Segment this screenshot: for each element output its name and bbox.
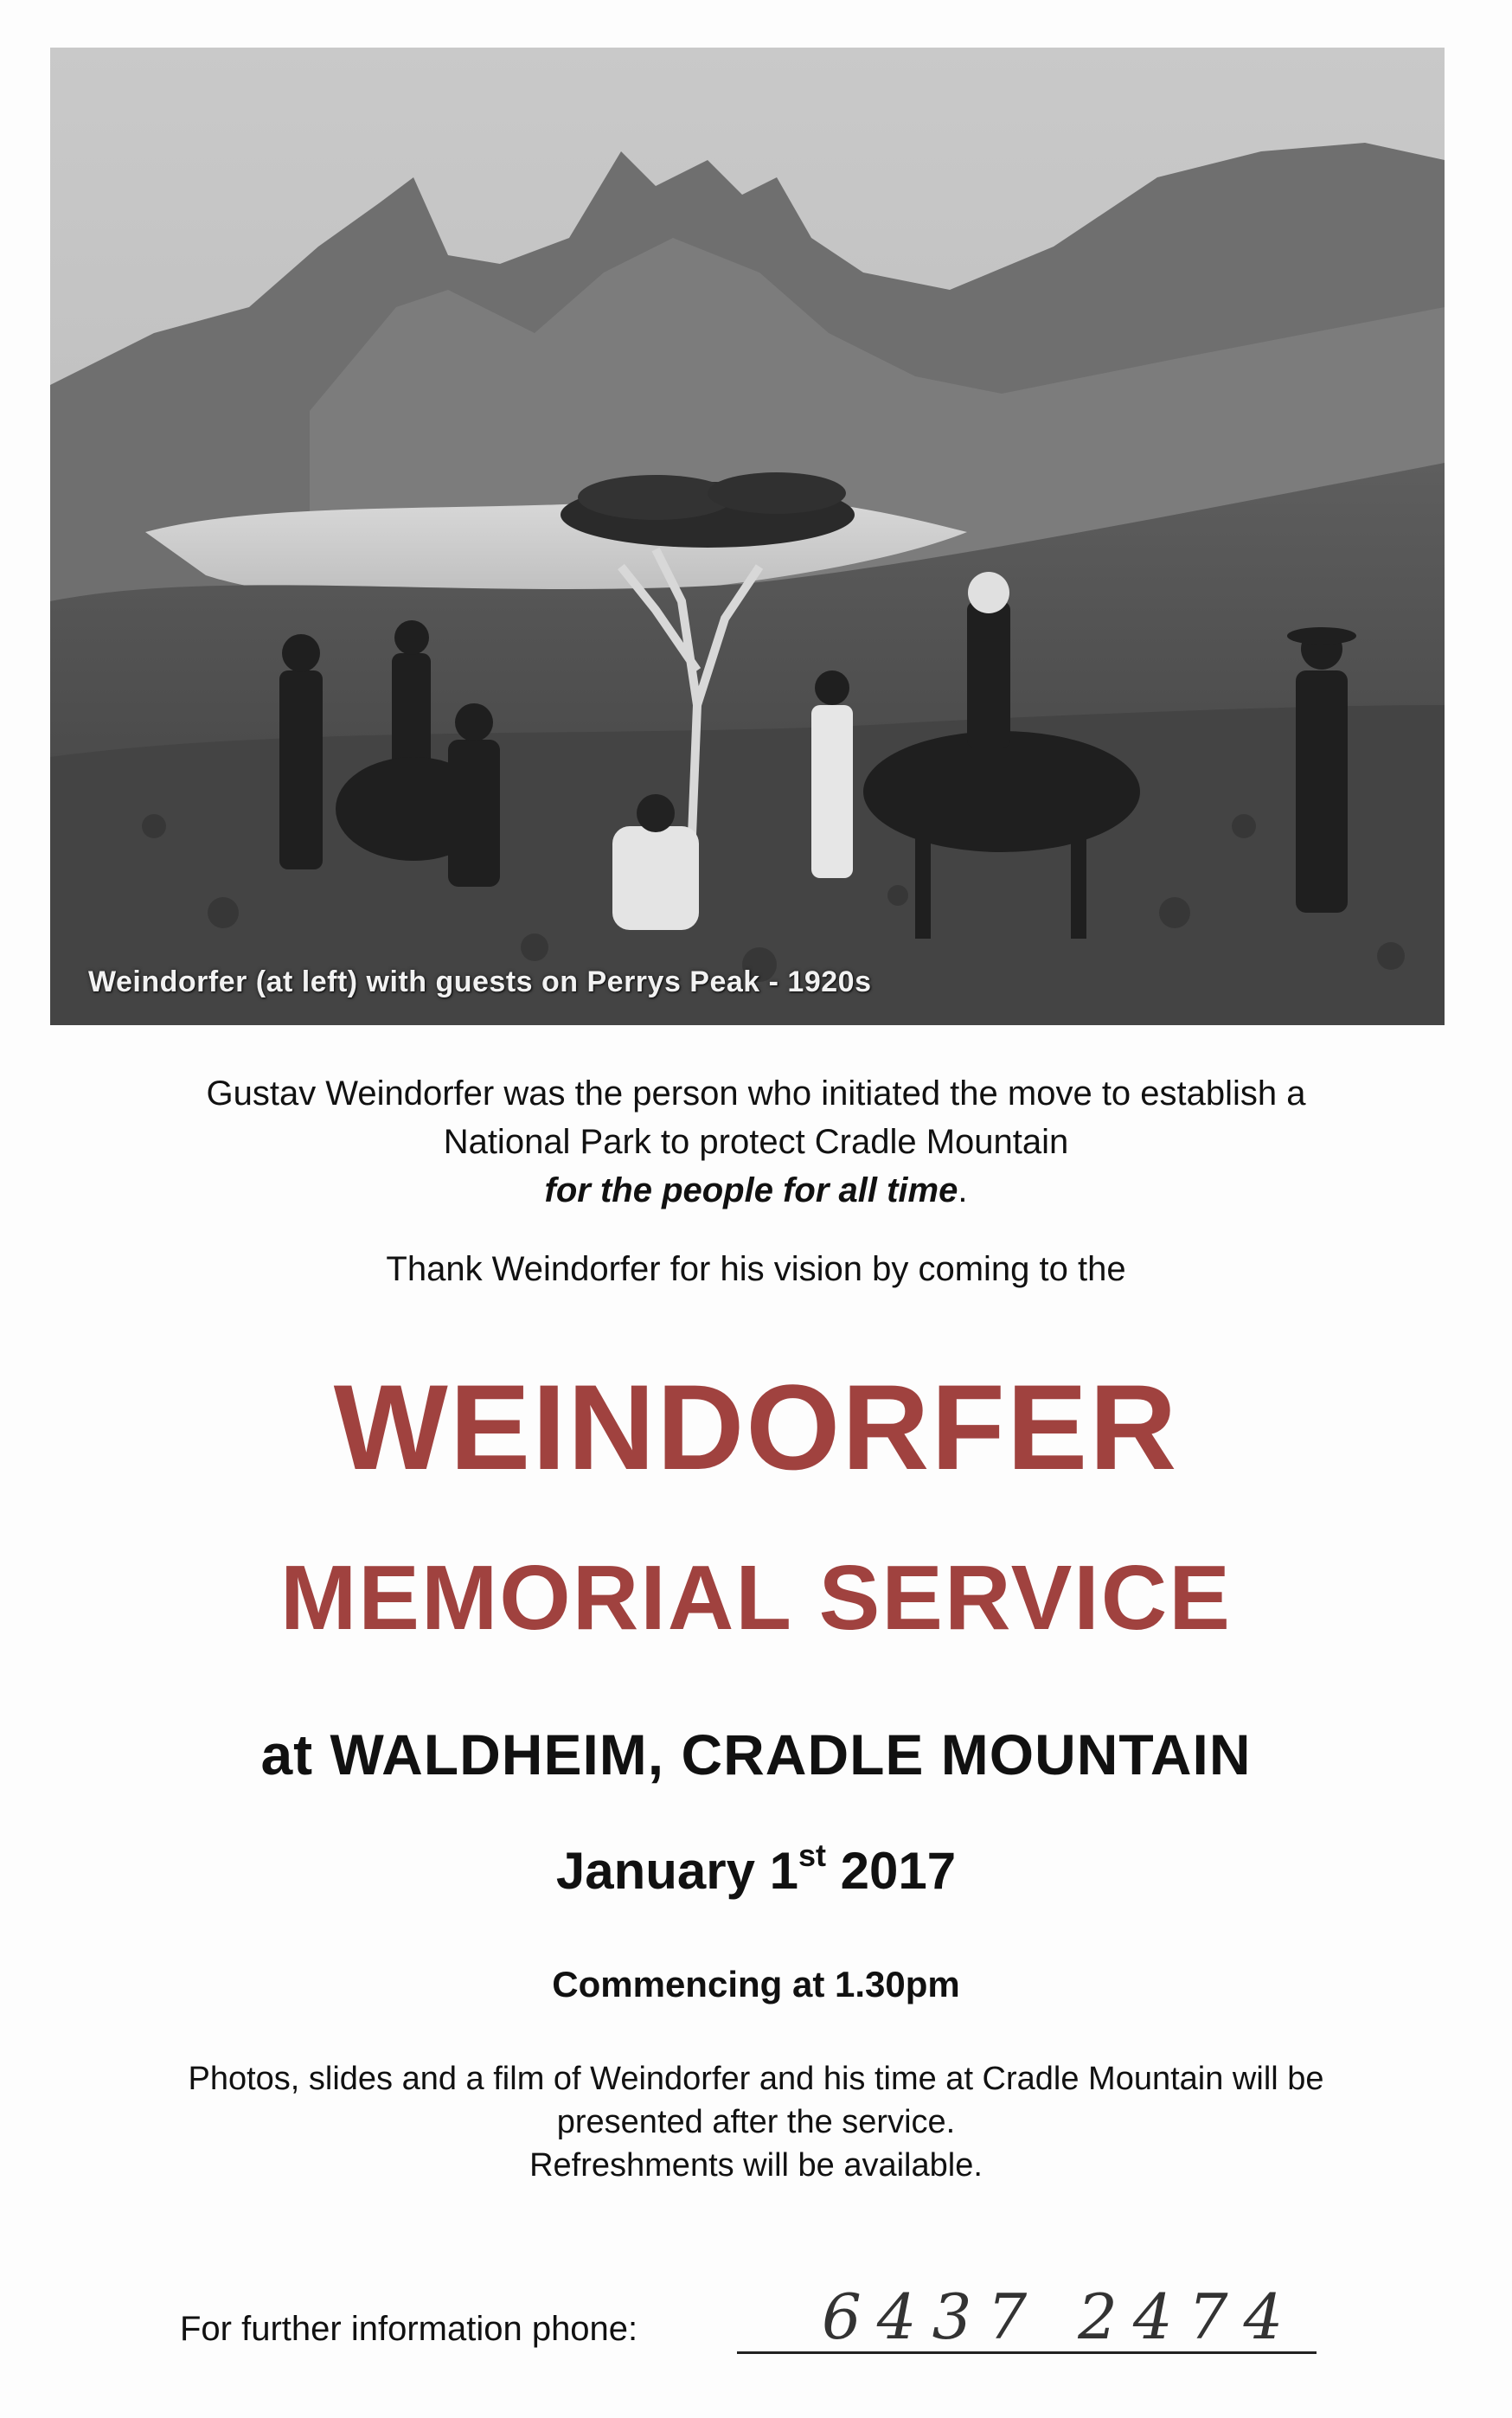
event-time: Commencing at 1.30pm xyxy=(552,1964,960,2004)
details-line-3: Refreshments will be available. xyxy=(529,2147,983,2184)
date-year: 2017 xyxy=(826,1842,957,1900)
title-line-1: WEINDORFER xyxy=(333,1359,1179,1495)
thank-line: Thank Weindorfer for his vision by coming to the xyxy=(386,1250,1126,1288)
photo-caption: Weindorfer (at left) with guests on Perrys Peak - 1920s xyxy=(88,965,872,998)
intro-paragraph xyxy=(0,1069,1512,1215)
details-line-2: presented after the service. xyxy=(556,2104,956,2140)
intro-line-1: Gustav Weindorfer was the person who initiated the move to establish a xyxy=(206,1074,1306,1113)
handwritten-phone-number: 6437 2474 xyxy=(822,2280,1299,2353)
intro-line-3 xyxy=(0,1166,1512,1215)
intro-line-2: National Park to protect Cradle Mountain xyxy=(443,1123,1069,1161)
date-suffix: st xyxy=(798,1838,827,1873)
date-month-day: January 1 xyxy=(555,1842,798,1900)
details-paragraph xyxy=(0,2057,1512,2187)
event-date xyxy=(0,1838,1512,1901)
mountain-scene-illustration xyxy=(50,48,1445,1025)
intro-emphasis: for the people for all time xyxy=(544,1171,958,1209)
details-line-1: Photos, slides and a film of Weindorfer and his time at Cradle Mountain will be xyxy=(188,2061,1324,2097)
intro-line-3-end: . xyxy=(958,1171,968,1209)
venue: at WALDHEIM, CRADLE MOUNTAIN xyxy=(260,1722,1252,1786)
contact-label: For further information phone: xyxy=(180,2310,638,2348)
title-line-2: MEMORIAL SERVICE xyxy=(279,1547,1233,1649)
historic-photo xyxy=(50,48,1445,1025)
